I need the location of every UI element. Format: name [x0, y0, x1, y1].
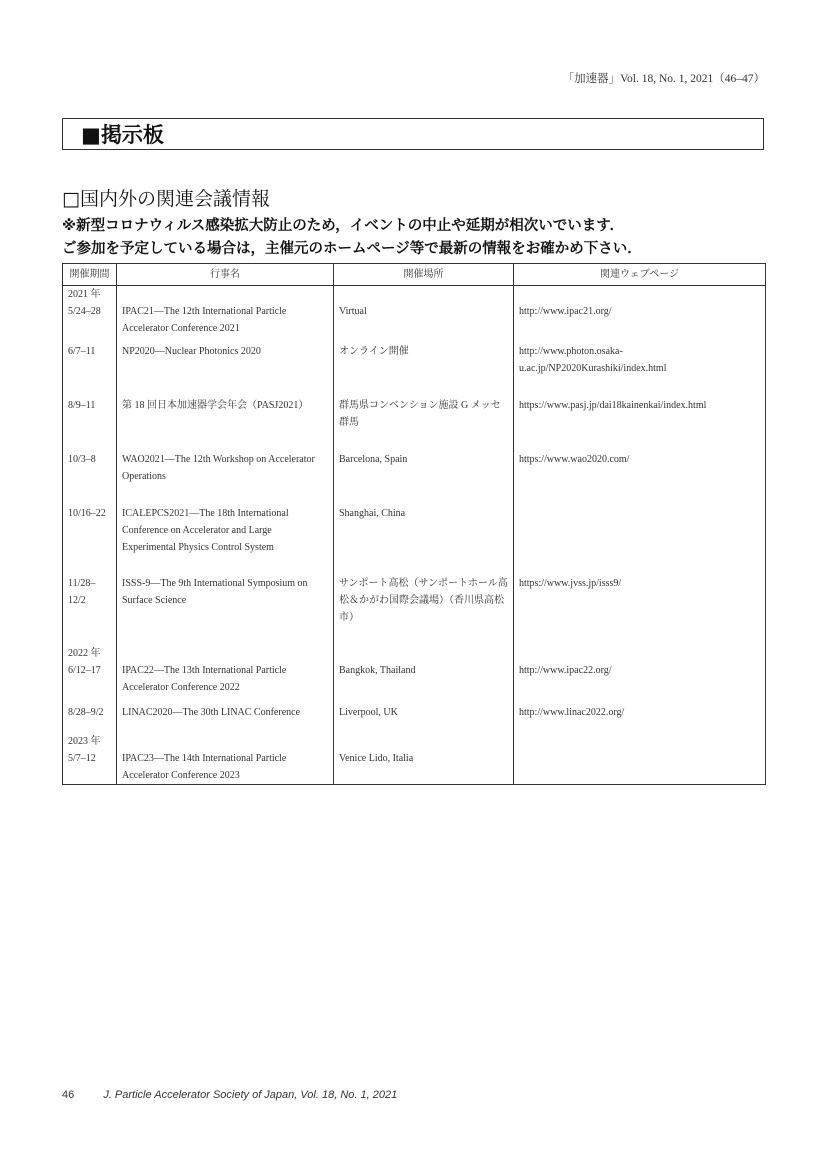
notice-line-1: ※新型コロナウィルス感染拡大防止のため，イベントの中止や延期が相次いでいます．: [62, 218, 625, 234]
event-date: 10/16–22: [68, 508, 106, 519]
column-header-venue: 開催場所: [334, 264, 514, 286]
section-title: □国内外の関連会議情報: [62, 188, 270, 210]
event-year: 2022 年: [68, 648, 101, 659]
bulletin-board-title: ■掲示板: [81, 123, 164, 147]
column-header-event: 行事名: [117, 264, 334, 286]
event-venue-cell: 群馬県コンベンション施設 G メッセ群馬: [334, 390, 514, 444]
notice-line-2: ご参加を予定している場合は，主催元のホームページ等で最新の情報をお確かめ下さい．: [62, 241, 642, 257]
event-date: 5/24–28: [68, 306, 101, 317]
event-webpage-cell: [514, 727, 766, 785]
event-venue-cell: Liverpool, UK: [334, 697, 514, 727]
column-header-dates: 開催期間: [63, 264, 117, 286]
event-dates-cell: [63, 337, 117, 390]
event-date: 11/28–12/2: [68, 578, 96, 606]
event-venue-cell: Barcelona, Spain: [334, 444, 514, 498]
event-webpage-cell: http://www.ipac22.org/: [514, 639, 766, 697]
event-webpage-cell: http://www.linac2022.org/: [514, 697, 766, 727]
event-dates-cell: [63, 286, 117, 338]
event-webpage-cell: http://www.ipac21.org/: [514, 286, 766, 338]
bulletin-board-banner: [62, 118, 764, 150]
event-year: 2023 年: [68, 736, 101, 747]
event-dates-cell: [63, 568, 117, 639]
table-row: [63, 639, 766, 697]
event-date: 6/7–11: [68, 346, 96, 357]
table-row: [63, 390, 766, 444]
event-name-cell: NP2020—Nuclear Photonics 2020: [117, 337, 334, 390]
event-name-cell: IPAC23—The 14th International Particle Accelerator Conference 2023: [117, 727, 334, 785]
table-row: [63, 498, 766, 568]
event-venue-cell: サンポート高松（サンポートホール高松＆かがわ国際会議場）（香川県高松市）: [334, 568, 514, 639]
event-name-cell: IPAC22—The 13th International Particle Accelerator Conference 2022: [117, 639, 334, 697]
event-dates-cell: [63, 444, 117, 498]
table-row: [63, 727, 766, 785]
event-dates-cell: [63, 727, 117, 785]
event-date: 6/12–17: [68, 665, 101, 676]
event-webpage-cell: [514, 498, 766, 568]
table-row: [63, 568, 766, 639]
event-webpage-cell: https://www.pasj.jp/dai18kainenkai/index.html: [514, 390, 766, 444]
event-dates-cell: [63, 390, 117, 444]
event-dates-cell: [63, 697, 117, 727]
event-date: 8/9–11: [68, 400, 96, 411]
page-number: 46: [62, 1089, 75, 1101]
event-venue-cell: オンライン開催: [334, 337, 514, 390]
table-row: [63, 286, 766, 338]
table-row: [63, 697, 766, 727]
event-name-cell: ISSS-9—The 9th International Symposium on Surface Science: [117, 568, 334, 639]
event-webpage-cell: https://www.jvss.jp/isss9/: [514, 568, 766, 639]
event-name-cell: ICALEPCS2021—The 18th International Conference on Accelerator and Large Experimental Physics Control System: [117, 498, 334, 568]
journal-name: J. Particle Accelerator Society of Japan, Vol. 18, No. 1, 2021: [103, 1089, 398, 1101]
event-dates-cell: [63, 498, 117, 568]
events-table: [62, 263, 766, 785]
event-name-cell: 第 18 回日本加速器学会年会（PASJ2021）: [117, 390, 334, 444]
page-footer: [62, 1089, 397, 1101]
event-venue-cell: Venice Lido, Italia: [334, 727, 514, 785]
table-header-row: [63, 264, 766, 286]
event-venue-cell: Virtual: [334, 286, 514, 338]
table-row: [63, 444, 766, 498]
event-webpage-cell: http://www.photon.osaka-u.ac.jp/NP2020Kurashiki/index.html: [514, 337, 766, 390]
event-date: 8/28–9/2: [68, 707, 104, 718]
event-name-cell: LINAC2020—The 30th LINAC Conference: [117, 697, 334, 727]
event-dates-cell: [63, 639, 117, 697]
event-date: 5/7–12: [68, 753, 96, 764]
event-name-cell: IPAC21—The 12th International Particle Accelerator Conference 2021: [117, 286, 334, 338]
event-venue-cell: Shanghai, China: [334, 498, 514, 568]
journal-citation: 「加速器」Vol. 18, No. 1, 2021（46–47）: [562, 73, 765, 85]
event-year: 2021 年: [68, 289, 101, 300]
event-date: 10/3–8: [68, 454, 96, 465]
table-row: [63, 337, 766, 390]
column-header-webpage: 関連ウェブページ: [514, 264, 766, 286]
event-webpage-cell: https://www.wao2020.com/: [514, 444, 766, 498]
event-venue-cell: Bangkok, Thailand: [334, 639, 514, 697]
event-name-cell: WAO2021—The 12th Workshop on Accelerator Operations: [117, 444, 334, 498]
